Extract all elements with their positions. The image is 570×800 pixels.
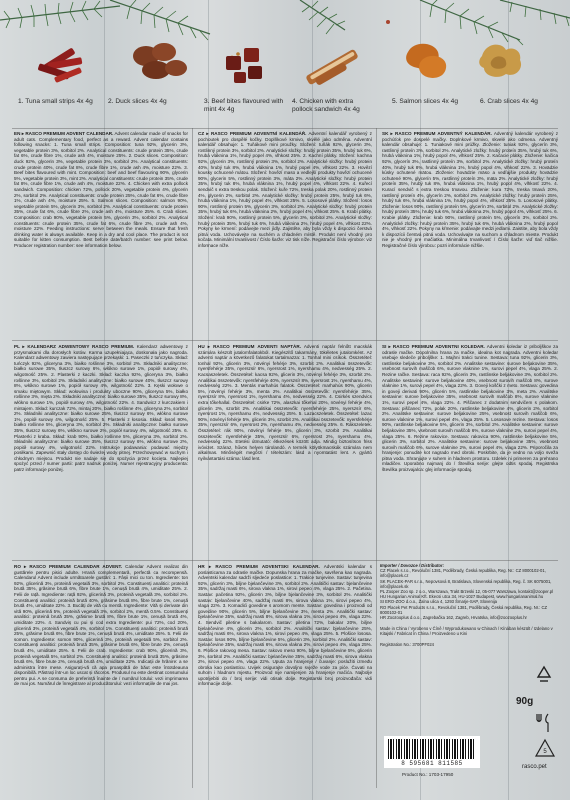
barcode-bars xyxy=(388,739,476,759)
caption-4: 4. Chicken with extra pollock sandwich 4x 4g xyxy=(292,98,360,113)
caption-2: 2. Duck slices 4x 4g xyxy=(108,98,167,105)
importer-line: HR Zoozooplus d.o.o., Zagrebačka 162, Zagreb, Hrvatska, info@zoozooplus.hr xyxy=(380,615,527,621)
divider-col-2 xyxy=(376,128,377,788)
importer-title: Importer / Dovozce / Distributor: xyxy=(380,563,444,568)
importer-line: SI ERO-ZOO d.o.o., Žalna ulica 4, 1293 Šmarje-SAP, Slovenija xyxy=(380,599,497,605)
treat-captions xyxy=(0,96,570,122)
caption-3: 3. Beef bites flavoured with mint 4x 4g xyxy=(204,98,284,113)
text-block-cz: CZ ▸ RASCO PREMIUM ADVENTNÍ KALENDÁŘ. Adventní kalendář vyrobený z pochoutek pro dospělé kočky. Doplňkové krmivo, skvělé jako odměna. Adventní kalendář obsahuje: 1. Tuňákové mini proužky. Složení: tuňák 92%, glycerin 3%, rostlinný protein 3%, sorbitol 2%. Analytické složky: hrubý protein 35%, hrubý tuk 6%, hrubá vláknina 1%, hrubý popel 4%, vlhkost 25%. 2. Kachní plátky. Složení: kachna 92%, glycerin 3%, rostlinný protein 3%, sorbitol 2%. Analytické složky: hrubý protein 40%, hrubý tuk 8%, hrubá vláknina 1%, hrubý popel 4%, vlhkost 22%. 3. Hovězí kousky ochucené mátou. Složení: hovězí maso a vedlejší produkty hovězí ochucené 90%, glycerin 5%, rostlinný protein 3%, máta 2%. Analytické složky: hrubý protein 35%, hrubý tuk 8%, hrubá vláknina 1%, hrubý popel 4%, vlhkost 22%. 4. Kuřecí sendvič s extra treskou polak. Složení: kuře 72%, treska polak 20%, rostlinný protein 4%, glycerin 2%, sorbitol 2%. Analytické složky: hrubý protein 25%, hrubý tuk 6%, hrubá vláknina 1%, hrubý popel 4%, vlhkost 25%. 5. Lososové plátky. Složení: losos 90%, rostlinný protein 5%, glycerin 3%, sorbitol 2%. Analytické složky: hrubý protein 35%, hrubý tuk 6%, hrubá vláknina 2%, hrubý popel 4%, vlhkost 25%. 6. Krabí plátky. Složení: krab 90%, rostlinný protein 5%, glycerin 3%, sorbitol 2%. Analytické složky: hrubý protein 35%, hrubý tuk 6%, hrubá vláknina 2%, hrubý popel 4%, vlhkost 22%. Pokyny ke krmení: podávejte mezi jídly. Zajistěte, aby byla vždy k dispozici čerstvá pitná voda. Uchovávejte na suchém a chladném místě. Produkt není vhodný pro kočata. Minimální trvanlivost / Číslo šarže: viz tisk níže. Registrační číslo výrobce: viz informace níže. xyxy=(198,131,372,248)
text-block-hr: HR ▸ RASCO PREMIUM ADVENTSKI KALENDAR. Adventski kalendar s poslasticama za odrasle mačke. Dopunska hrana za mačke, savršena kao nagrada. Adventski kalendar sadrži sljedeće poslastice: 1. Trakice tunjevine. Sastav: tunjevina 92%, glicerin 3%, biljne bjelančevine 3%, sorbitol 2%. Analitički sastav: bjelančevine 35%, sadržaj masti 6%, sirova vlakna 1%, sirovi pepeo 4%, vlaga 25%. 2. Pačetina. Sastav: pačetina 92%, glicerin 3%, biljne bjelančevine 3%, sorbitol 2%. Analitički sastav: bjelančevine 40%, sadržaj masti 8%, sirova vlakna 1%, sirovi pepeo 4%, vlaga 22%. 3. Komadići govedine s aromom mente. Sastav: govedina i proizvodi od govedine 90%, glicerin 5%, biljne bjelančevine 3%, menta 2%. Analitički sastav: bjelančevine 35%, sadržaj masti 8%, sirova vlakna 1%, sirovi pepeo 4%, vlaga 22%. 4. Sendvič piletine s bakalarom. Sastav: piletina 72%, bakalar 20%, biljne bjelančevine 4%, glicerin 2%, sorbitol 2%. Analitički sastav: bjelančevine 25%, sadržaj masti 6%, sirova vlakna 1%, sirovi pepeo 4%, vlaga 25%. 5. Plošice lososa. Sastav: losos 90%, biljne bjelančevine 5%, glicerin 3%, sorbitol 2%. Analitički sastav: bjelančevine 35%, sadržaj masti 6%, sirova vlakna 2%, sirovi pepeo 4%, vlaga 25%. 6. Plošice rakovog mesa. Sastav: rakovo meso 90%, biljne bjelančevine 5%, glicerin 3%, sorbitol 2%. Analitički sastav: bjelančevine 35%, sadržaj masti 6%, sirova vlakna 2%, sirovi pepeo 4%, vlaga 22%. Uputa za hranjenje / čuvanje: poslužiti između obroka kao poslasticu. Uvijek osigurajte dovoljno svježe vode za piće. Čuvati na suhom i hladnom mjestu. Proizvod nije namijenjen za hranjenje mačića. Najbolje upotrijebiti do / broj serije: vidi otisak dolje. Registarski broj proizvođača: vidi informacije dolje. xyxy=(198,564,372,687)
text-block-sk: SK ▸ RASCO PREMIUM ADVENTNÝ KALENDÁR. Adventný kalendár vyrobený z pochúťok pre dospelé mačky. Doplnkové krmivo, skvelé ako odmena. Adventný kalendár obsahuje: 1. Tuniakové mini prúžky. Zloženie: tuniak 92%, glycerín 3%, rastlinný proteín 3%, sorbitol 2%. Analytické zložky: hrubý proteín 35%, hrubý tuk 6%, hrubá vláknina 1%, hrubý popol 4%, vlhkosť 25%. 2. Kačacie plátky. Zloženie: kačica 92%, glycerín 3%, rastlinný proteín 3%, sorbitol 2%. Analytické zložky: hrubý proteín 40%, hrubý tuk 8%, hrubá vláknina 1%, hrubý popol 4%, vlhkosť 22%. 3. Hovädzie kúsky ochutené mätou. Zloženie: hovädzie mäso a vedľajšie produkty hovädzie ochutené 90%, glycerín 5%, rastlinný proteín 3%, mäta 2%. Analytické zložky: hrubý proteín 35%, hrubý tuk 8%, hrubá vláknina 1%, hrubý popol 4%, vlhkosť 22%. 4. Kurací sendvič s extra treskou tmavou. Zloženie: kura 72%, treska tmavá 20%, rastlinný proteín 4%, glycerín 2%, sorbitol 2%. Analytické zložky: hrubý proteín 25%, hrubý tuk 6%, hrubá vláknina 1%, hrubý popol 4%, vlhkosť 25%. 5. Lososové plátky. Zloženie: losos 90%, rastlinný proteín 5%, glycerín 3%, sorbitol 2%. Analytické zložky: hrubý proteín 35%, hrubý tuk 6%, hrubá vláknina 2%, hrubý popol 4%, vlhkosť 25%. 6. Krabie plátky. Zloženie: krab 90%, rastlinný proteín 5%, glycerín 3%, sorbitol 2%. Analytické zložky: hrubý proteín 35%, hrubý tuk 6%, hrubá vláknina 2%, hrubý popol 4%, vlhkosť 22%. Pokyny na kŕmenie: podávajte medzi jedlami. Zaistite, aby bola vždy k dispozícii čerstvá pitná voda. Uchovávajte na suchom a chladnom mieste. Produkt nie je vhodný pre mačiatka. Minimálna trvanlivosť / Číslo šarže: viď tlač nižšie. Registračné číslo výrobcu: pozri informácie nižšie. xyxy=(382,131,558,248)
registration-number: Registration No.: 3700PF024 xyxy=(380,641,435,647)
caption-5: 5. Salmon slices 4x 4g xyxy=(392,98,458,105)
importer-line: PL Zooper Zoo sp. z o.o., Warszawa, Trakt Brzeski 12, 05-077 Warszawa, kontakt@zooper.pl xyxy=(380,589,553,595)
brand-url: rasco.pet xyxy=(522,764,547,770)
importer-info xyxy=(380,563,560,647)
divider-lower xyxy=(12,560,558,561)
food-safe-icon xyxy=(532,712,556,734)
importer-line: SK PLACEK-PAR s.r.o., Nepovsová 8, Bratislava, Slovenská republika, Reg. č. SK 6075001, info@placek.sk xyxy=(380,578,552,589)
text-block-ro: RO ▸ RASCO PREMIUM CALENDAR ADVENT. Calendar Advent realizat din gustărele pentru pisici adulte. Hrană complementară, perfectă ca recompensă. Calendarul Advent include următoarele gustări: 1. Fâșii mici cu ton. Ingrediente: ton 92%, glicerină 3%, proteină vegetală 3%, sorbitol 2%. Constituenți analitici: proteină brută 35%, grăsime brută 6%, fibre brute 1%, cenușă brută 4%, umiditate 25%. 2. Felii de rață. Ingrediente: rață 92%, glicerină 3%, proteină vegetală 3%, sorbitol 2%. Constituenți analitici: proteină brută 40%, grăsime brută 8%, fibre brute 1%, cenușă brută 4%, umiditate 22%. 3. Bucăți de vită cu mentă. Ingrediente: Vită și derivate din vită 90%, glicerină 5%, proteină vegetală 3%, sorbitol 2%, mentă 0.5%. Constituenți analitici: proteină brută 35%, grăsime brută 8%, fibre brute 1%, cenușă brută 4%, umiditate 22%. 4. Sandviș cu pui și cod extra Ingrediente: pui 72%, cod 20%, glicerină 3%, proteină vegetală 4%, sorbitol 1%. Constituenți analitici: proteină brută 25%, grăsime brută 6%, fibre brute 1%, cenușă brută 4%, umiditate 25%. 5. Felii de somon. Ingrediente: somon 90%, glicerină 3%, proteină vegetală 5%, sorbitol 2%. Constituenți analitici: proteină brută 35%, grăsime brută 6%, fibre brute 2%, cenușă brută 4%, umiditate 25%. 6. Felii de crab. Ingrediente: crab 90%, glicerină 3%, proteină vegetală 5%, sorbitol 2%. Constituenți analitici: proteină brută 35%, grăsime brută 6%, fibre brute 2%, cenușă brută 4%, umiditate 22%. Indicații de hrănire: a se administra între mese. Asigurați-vă că apa proaspătă de băut este întotdeauna disponibilă. Păstrați într-un loc uscat și răcoros. Produsul nu este destinat consumului pentru pui. A se consuma de preferință înainte de / numărul lotului: vezi imprimarea de mai jos. Numărul de înregistrare al producătorului: vezi informațiile de mai jos. xyxy=(14,564,188,687)
treats-illustration xyxy=(0,30,570,94)
made-in-text: Made in China / Vyrobeno v Číně / Wyprodukowano w Chinach / Kínában készült / Izdelano v Kitajski / Fabricat în China / Proizvedeno u Kini xyxy=(380,626,553,637)
text-block-pl: PL ▸ KALENDARZ ADWENTOWY RASCO PREMIUM. Kalendarz adwentowy z przysmakami dla dorosłych kotów. Karma uzupełniająca, doskonała jako nagroda. Kalendarz adwentowy zawiera następujące przekąski: 1. Paseczki z tuńczyka. Skład: tuńczyk 92%, gliceryna 3%, białko roślinne 3%, sorbitol 2%. Składniki analityczne: białko surowe 35%, tłuszcz surowy 6%, włókno surowe 1%, popiół surowy 4%, wilgotność 25%. 2. Plasterki z kaczki. Skład: kaczka 92%, gliceryna 3%, białko roślinne 3%, sorbitol 2%. Składniki analityczne: białko surowe 40%, tłuszcz surowy 8%, włókno surowe 1%, popiół surowy 4%, wilgotność 22%. 3. Kęski wołowe o smaku miętowym. Skład: wołowina i produkty uboczne 90%, gliceryna 5%, białko roślinne 3%, mięta 2%. Składniki analityczne: białko surowe 35%, tłuszcz surowy 8%, włókno surowe 1%, popiół surowy 4%, wilgotność 22%. 4. Sandwicz z kurczakiem i mintajem. Skład: kurczak 72%, mintaj 20%, białko roślinne 4%, gliceryna 2%, sorbitol 2%. Składniki analityczne: białko surowe 25%, tłuszcz surowy 6%, włókno surowe 1%, popiół surowy 4%, wilgotność 25%. 5. Plasterki z łososia. Skład: łosoś 90%, białko roślinne 5%, gliceryna 3%, sorbitol 2%. Składniki analityczne: białko surowe 35%, tłuszcz surowy 6%, włókno surowe 2%, popiół surowy 4%, wilgotność 25%. 6. Plasterki z kraba. Skład: krab 90%, białko roślinne 5%, gliceryna 3%, sorbitol 2%. Składniki analityczne: białko surowe 35%, tłuszcz surowy 6%, włókno surowe 2%, popiół surowy 4%, wilgotność 22%. Instrukcje podawania: podawać między posiłkami. Zapewnić stały dostęp do świeżej wody pitnej. Przechowywać w suchym i chłodnym miejscu. Produkt nie nadaje się do spożycia przez kocięta. Najlepiej spożyć przed / numer partii: patrz nadruk poniżej. Numer rejestracyjny producenta: patrz informacje poniżej. xyxy=(14,344,188,473)
product-number: Product No.: 1703-17950 xyxy=(402,772,454,777)
importer-line: HU Hungarian Animal Kft. Ekecsi utca 34, HU-1027 Budapest, www.hungariananimal.hu xyxy=(380,594,544,600)
barcode-number: 8 595681 811585 xyxy=(401,760,463,767)
caption-1: 1. Tuna small strips 4x 4g xyxy=(18,98,93,105)
importer-line: RO Placek Pet Products s.r.o., Revoluční 1381, Poděbrady, Česká republika, Reg. Nr.: CZ 8000102-01 xyxy=(380,604,548,615)
barcode xyxy=(384,736,480,768)
divider-top xyxy=(12,128,558,129)
text-block-si: SI ▸ RASCO PREMIUM ADVENTNI KOLEDAR. Adventni koledar iz priboljškov za odrasle mačke. Dopolnilna hrana za mačke, idealna kot nagrada. Adventni koledar vsebuje sledeče priboljške: 1. Majhni trakci tunine. Sestava: tuna 92%, glicerin 3%, rastlinske beljakovine 3%, sorbitol 2%. Analitske sestavine: surove beljakovine 35%, vsebnost surovih maščob 6%, surove vlaknine 1%, surovi pepel 4%, vlaga 25%. 2. Rezine račke. Sestava: raca 92%, glicerin 3%, rastlinske beljakovine 3%, sorbitol 2%. Analitske sestavine: surove beljakovine 40%, vsebnost surovih maščob 8%, surove vlaknine 1%, surovi pepel 4%, vlaga 22%. 3. Goveji koščki z meto. Sestava: govedina in goveji derivati 90%, glicerin 5%, rastlinske beljakovine 3%, meta 2%. Analitske sestavine: surove beljakovine 35%, vsebnost surovih maščob 8%, surove vlaknine 1%, surovi pepel 4%, vlaga 22%. 4. Piščanec z dodatnim sendvičem s polakom. Sestava: piščanec 72%, polak 20%, rastlinske beljakovine 4%, glicerin 2%, sorbitol 2%. Analitske sestavine: surove beljakovine 25%, vsebnost surovih maščob 6%, surove vlaknine 1%, surovi pepel 4%, vlaga 25%. 5. Lososove rezine. Sestava: losos 90%, rastlinske beljakovine 5%, glicerin 3%, sorbitol 2%. Analitske sestavine: surove beljakovine 35%, vsebnost surovih maščob 6%, surove vlaknine 2%, surovi pepel 4%, vlaga 25%. 6. Rezine rakovice. Sestava: rakovica 90%, rastlinske beljakovine 5%, glicerin 3%, sorbitol 2%. Analitske sestavine: surove beljakovine 35%, vsebnost surovih maščob 6%, surove vlaknine 2%, surovi pepel 4%, vlaga 22%. Priporočila za hranjenje: ponudite kot nagrado med obroki. Poskrbite, da je vedno na voljo sveža pitna voda. Shranjujte v suhem in hladnem prostoru. Izdelek ni primeren za prehrano mladičev. Uporabno najmanj do / Številka serije: glejte odtis spodaj. Registrska številka proizvajalca: glej informacije spodaj. xyxy=(382,344,558,473)
divider-middle xyxy=(12,340,558,341)
caption-6: 6. Crab slices 4x 4g xyxy=(480,98,538,105)
net-weight: 90g xyxy=(516,696,534,707)
treats-illustration-row xyxy=(0,30,570,94)
text-block-hu: HU ▸ RASCO PREMIUM ADVENTI NAPTÁR. Adventi naptár felnőtt macskák számára készült jutalomfalatokból. Kiegészítő takarmány, tökéletes jutalomként. Az adventi naptár a következő falatokat tartalmazza: 1. Tonhal mini csíkok. Összetétel: tonhal 92%, glicerin 3%, növényi fehérje 3%, szorbit 2%. Analitikai összetevők: nyersfehérje 35%, nyerszsír 6%, nyersrost 1%, nyershamu 4%, nedvesség 25%. 2. Kacsaszeletek. Összetétel: kacsa 92%, glicerin 3%, növényi fehérje 3%, szorbit 2%. Analitikai összetevők: nyersfehérje 40%, nyerszsír 8%, nyersrost 1%, nyershamu 4%, nedvesség 22%. 3. Mentás marhahús falatok. Összetétel: marhahús 90%, glicerin 5%, növényi fehérje 3%, menta 2%. Analitikai összetevők: nyersfehérje 35%, nyerszsír 8%, nyersrost 1%, nyershamu 4%, nedvesség 22%. 4. Csirkés szendvics extra tőkehallal. Összetétel: csirke 72%, alaszkai tőkehal 20%, növényi fehérje 4%, glicerin 2%, szorbit 2%. Analitikai összetevők: nyersfehérje 25%, nyerszsír 6%, nyersrost 1%, nyershamu 4%, nedvesség 25%. 5. Lazacszeletek. Összetétel: lazac 90%, növényi fehérje 5%, glicerin 3%, szorbit 2%. Analitikai összetevők: nyersfehérje 35%, nyerszsír 6%, nyersrost 2%, nyershamu 4%, nedvesség 25%. 6. Rákszeletek. Összetétel: rák 90%, növényi fehérje 5%, glicerin 3%, szorbit 2%. Analitikai összetevők: nyersfehérje 35%, nyerszsír 6%, nyersrost 2%, nyershamu 4%, nedvesség 22%. Etetési útmutató: étkezések között adja. Mindig biztosítson friss ivóvizet. Száraz, hűvös helyen tárolandó. A termék kölyökmacskák számára nem alkalmas. Minőségét megőrzi / tételszám: lásd a nyomtatást lent. A gyártó nyilvántartási száma: lásd lent. xyxy=(198,344,372,461)
recycle-icon xyxy=(532,664,556,688)
importer-line: CZ Placek s.r.o., Revoluční 1381, Poděbrady, Česká republika, Reg. Nr.: CZ 8000102-01, info@placek.cz xyxy=(380,568,546,579)
svg-text:5: 5 xyxy=(543,749,547,755)
pp-recycling-icon xyxy=(534,738,556,760)
divider-col-1 xyxy=(192,128,193,788)
text-block-en: EN ▸ RASCO PREMIUM ADVENT CALENDAR. Advent calendar made of snacks for adult cats. Complementary food, perfect as a reward. Advent calendar contains following snacks: 1. Tuna small strips. Composition: tuna 92%, glycerin 3%, vegetable protein 3%, sorbitol 2%. Analytical constituents: crude protein 35%, crude fat 6%, crude fibre 1%, crude ash 4%, moisture 25%. 2. Duck slices. Composition: duck 92%, glycerin 3%, vegetable protein 3%, sorbitol 2%. Analytical constituents: crude protein 40%, crude fat 8%, crude fibre 1%, crude ash 4%, moisture 22%. 3. Beef bites flavoured with mint. Composition: beef and beef flavouring 90%, glycerin 5%, vegetable protein 3%, mint 2%. Analytical constituents: crude protein 35%, crude fat 8%, crude fibre 1%, crude ash 4%, moisture 22%. 4. Chicken with extra pollock sandwich. Composition: chicken 72%, pollock 20%, vegetable protein 4%, glycerin 2%, sorbitol 2%. Analytical constituents: crude protein 25%, crude fat 6%, crude fibre 1%, crude ash 4%, moisture 25%. 5. Salmon slices. Composition: salmon 90%, vegetable protein 5%, glycerin 3%, sorbitol 2%. Analytical constituents: crude protein 35%, crude fat 6%, crude fibre 2%, crude ash 4%, moisture 25%. 6. Crab slices. Composition: crab 90%, vegetable protein 5%, glycerin 3%, sorbitol 2%. Analytical constituents: crude protein 35%, crude fat 6%, crude fibre 2%, crude ash 4%, moisture 22%. Feeding instructions: serve between the meals. Ensure that fresh drinking water is always available. Keep in a dry and cool place. The product is not suitable for kitten consumption. Best before date/batch number: see print below. Producer registration number: see information below. xyxy=(14,131,188,248)
